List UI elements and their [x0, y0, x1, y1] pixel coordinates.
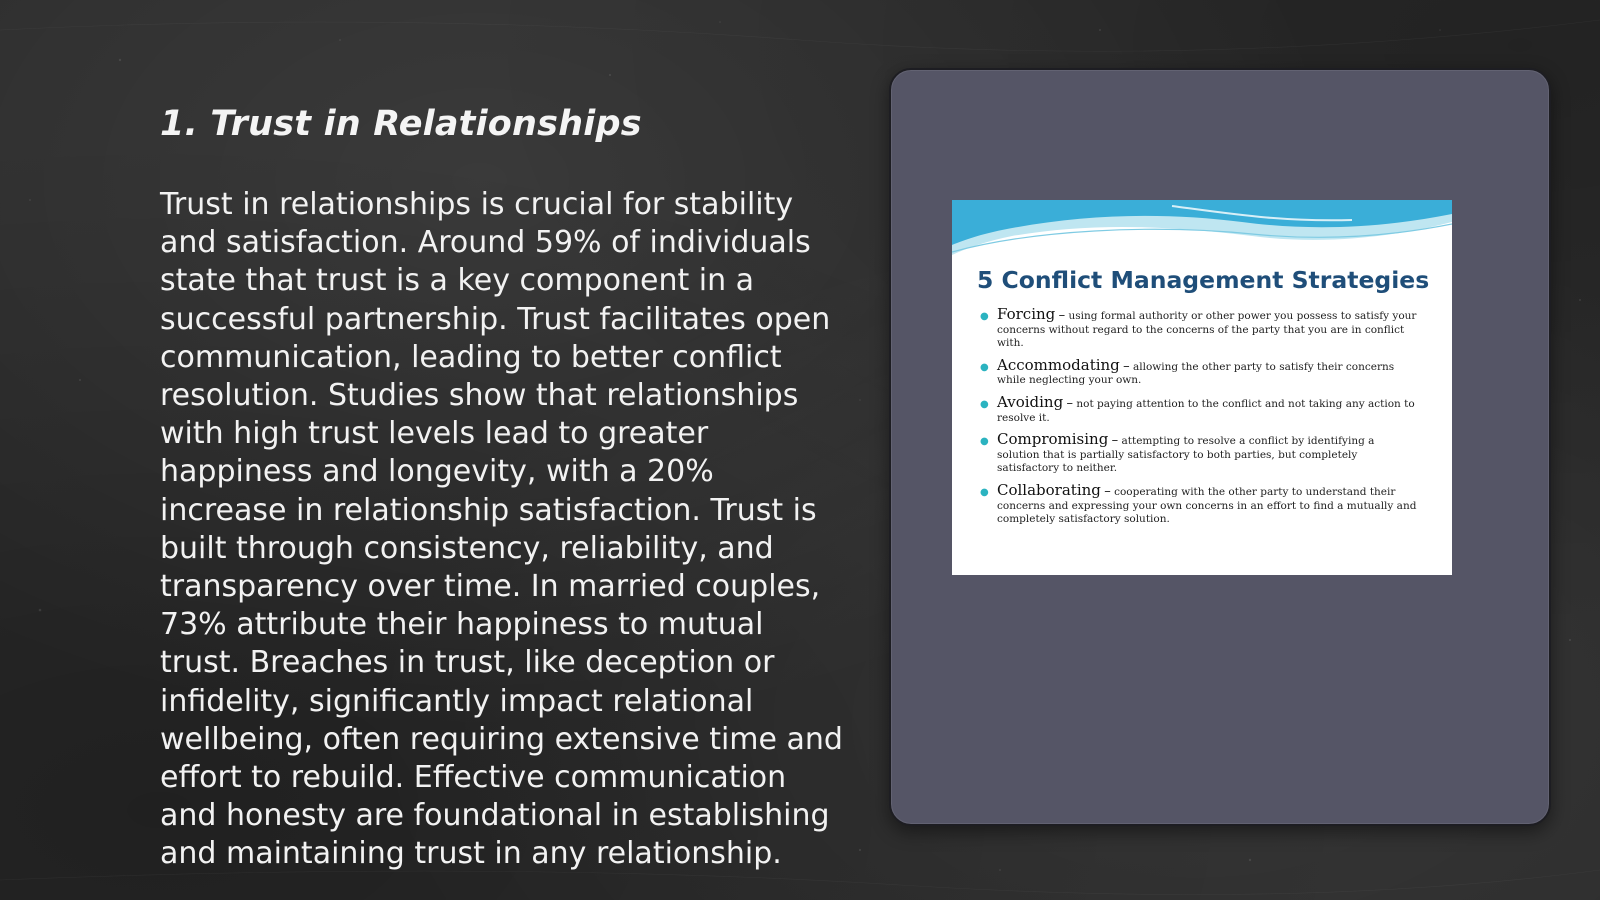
- embedded-slide-title: 5 Conflict Management Strategies: [977, 266, 1430, 294]
- bullet-icon: ●: [980, 398, 989, 410]
- strategy-dash: –: [1058, 308, 1066, 323]
- strategy-description: using formal authority or other power you possess to satisfy your concerns without regard to the concerns of the party that you are in conflict with.: [997, 310, 1417, 350]
- strategy-dash: –: [1111, 433, 1119, 449]
- strategy-dash: –: [1123, 358, 1130, 374]
- strategy-item-collaborating: [978, 480, 1418, 527]
- strategy-term: Forcing: [997, 305, 1056, 323]
- strategy-item-forcing: [978, 305, 1418, 351]
- strategy-description: cooperating with the other party to understand their concerns and expressing your own concerns in an effort to find a mutually and completely satisfactory solution.: [997, 485, 1417, 526]
- strategy-list: [978, 305, 1418, 535]
- embedded-slide-image: [952, 200, 1452, 575]
- strategy-item-compromising: [978, 430, 1418, 476]
- slide-body-text: Trust in relationships is crucial for stability and satisfaction. Around 59% of individuals state that trust is a key component in a successful partnership. Trust facilitates open communication, leading to better conflict resolution. Studies show that relationships with high trust levels lead to greater happiness and longevity, with a 20% increase in relationship satisfaction. Trust is built through consistency, reliability, and transparency over time. In married couples, 73% attribute their happiness to mutual trust. Breaches in trust, like deception or infidelity, significantly impact relational wellbeing, often requiring extensive time and effort to rebuild. Effective communication and honesty are foundational in establishing and maintaining trust in any relationship.: [160, 187, 843, 872]
- bullet-icon: ●: [980, 311, 989, 322]
- slide-header-wave: [952, 200, 1452, 262]
- strategy-description: attempting to resolve a conflict by identifying a solution that is partially satisfactory to both parties, but completely satisfactory to neither.: [997, 435, 1375, 475]
- slide-title: 1. Trust in Relationships: [160, 104, 642, 144]
- bullet-icon: ●: [980, 436, 989, 448]
- bullet-icon: ●: [980, 361, 989, 373]
- strategy-item-avoiding: [978, 392, 1418, 425]
- bullet-icon: ●: [980, 486, 989, 498]
- strategy-description: allowing the other party to satisfy their concerns while neglecting your own.: [997, 360, 1395, 387]
- strategy-description: not paying attention to the conflict and not taking any action to resolve it.: [997, 397, 1415, 424]
- image-frame: [889, 68, 1551, 826]
- strategy-item-accommodating: [978, 355, 1418, 388]
- strategy-term: Accommodating: [997, 355, 1120, 374]
- strategy-term: Collaborating: [997, 480, 1101, 499]
- strategy-dash: –: [1104, 483, 1111, 499]
- strategy-dash: –: [1066, 395, 1074, 411]
- strategy-term: Compromising: [997, 430, 1109, 449]
- strategy-term: Avoiding: [997, 392, 1064, 411]
